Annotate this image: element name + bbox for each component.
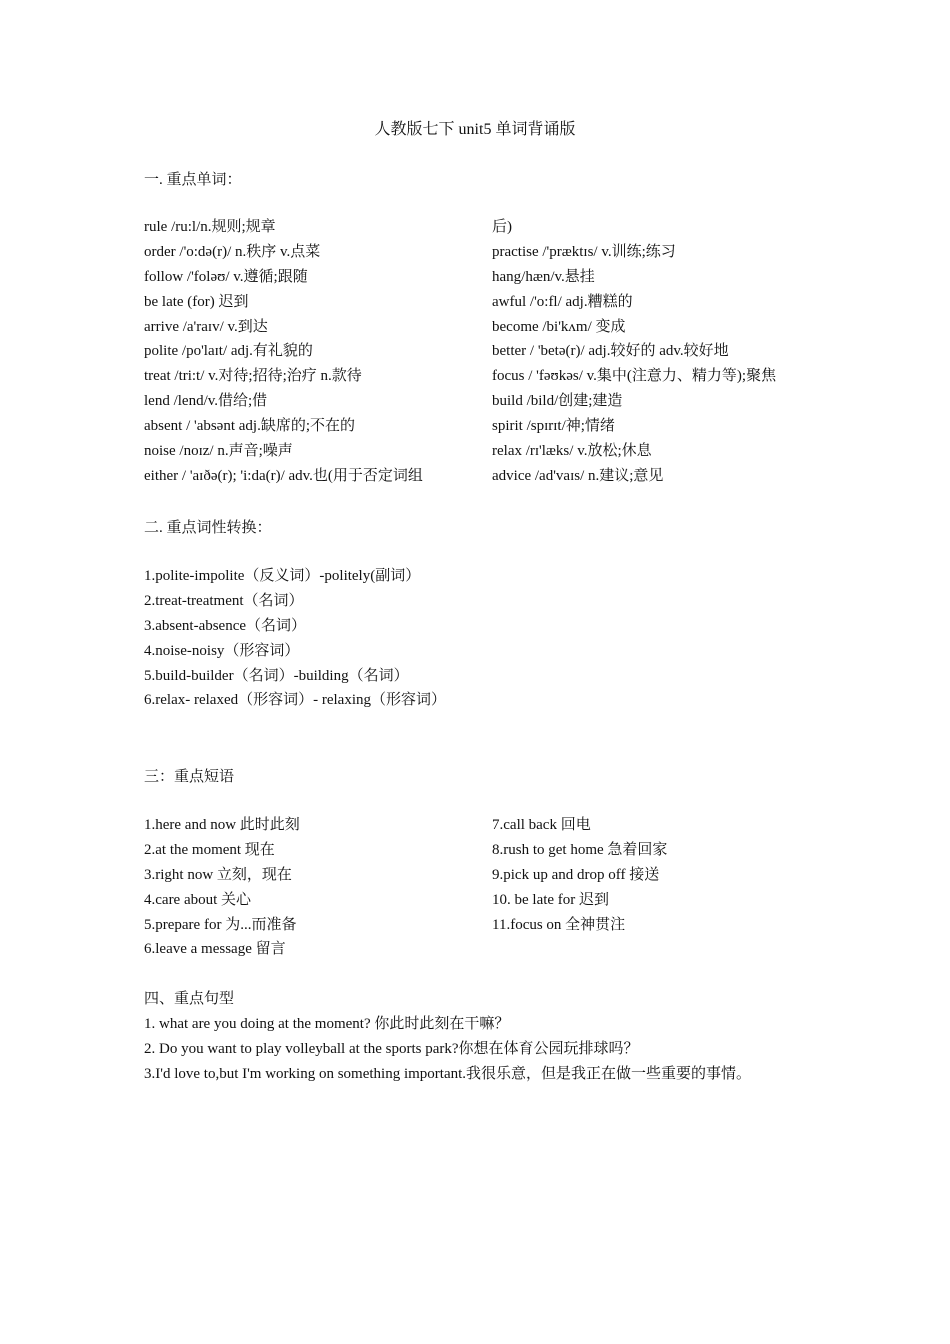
word-form-item: 6.relax- relaxed（形容词）- relaxing（形容词） xyxy=(144,692,447,709)
word-entry: lend /lend/v.借给;借 xyxy=(144,393,268,410)
section1-right-column xyxy=(492,215,776,489)
word-entry: absent / 'absənt adj.缺席的;不在的 xyxy=(144,418,356,435)
section4-heading: 四、重点句型 xyxy=(144,991,235,1007)
word-entry: become /bi'kʌm/ 变成 xyxy=(492,318,626,335)
word-entry: 后) xyxy=(492,219,512,235)
word-entry: be late (for) 迟到 xyxy=(144,293,249,310)
section3-left-column xyxy=(144,813,300,962)
phrase-item: 9.pick up and drop off 接送 xyxy=(492,866,660,883)
word-entry: follow /'foləʊ/ v.遵循;跟随 xyxy=(144,268,308,285)
document-title: 人教版七下 unit5 单词背诵版 xyxy=(374,121,576,138)
word-entry: rule /ru:l/n.规则;规章 xyxy=(144,219,276,235)
word-entry: treat /tri:t/ v.对待;招待;治疗 n.款待 xyxy=(144,368,362,385)
word-entry: build /bild/创建;建造 xyxy=(492,393,623,410)
phrase-item: 10. be late for 迟到 xyxy=(492,891,610,908)
phrase-item: 2.at the moment 现在 xyxy=(144,841,275,858)
word-entry: better / 'betə(r)/ adj.较好的 adv.较好地 xyxy=(492,343,729,360)
phrase-item: 7.call back 回电 xyxy=(492,817,591,833)
word-form-item: 1.polite-impolite（反义词）-politely(副词） xyxy=(144,568,421,584)
word-entry: focus / 'fəʊkəs/ v.集中(注意力、精力等);聚焦 xyxy=(492,368,777,385)
section2-heading: 二. 重点词性转换： xyxy=(144,520,272,536)
section3-right-column xyxy=(492,813,667,937)
word-entry: relax /rɪ'læks/ v.放松;休息 xyxy=(492,443,652,460)
word-entry: awful /'o:fl/ adj.糟糕的 xyxy=(492,293,633,310)
phrase-item: 6.leave a message 留言 xyxy=(144,941,286,958)
phrase-item: 4.care about 关心 xyxy=(144,891,252,908)
phrase-item: 1.here and now 此时此刻 xyxy=(144,817,300,833)
phrase-item: 11.focus on 全神贯注 xyxy=(492,916,626,933)
word-form-item: 2.treat-treatment（名词） xyxy=(144,592,304,609)
word-entry: advice /ad'vaɪs/ n.建议;意见 xyxy=(492,467,664,484)
sentence-item: 2. Do you want to play volleyball at the sports park?你想在体育公园玩排球吗？ xyxy=(144,1040,639,1057)
section2-list xyxy=(144,564,446,713)
word-entry: polite /po'laɪt/ adj.有礼貌的 xyxy=(144,343,313,360)
sentence-item: 1. what are you doing at the moment? 你此时此刻在干嘛？ xyxy=(144,1015,510,1032)
word-form-item: 3.absent-absence（名词） xyxy=(144,617,307,634)
phrase-item: 8.rush to get home 急着回家 xyxy=(492,841,668,858)
word-entry: spirit /spɪrɪt/神;情绪 xyxy=(492,418,615,435)
section4-block xyxy=(144,987,751,1087)
section1-heading: 一. 重点单词： xyxy=(144,172,242,188)
word-entry: arrive /a'raɪv/ v.到达 xyxy=(144,318,268,335)
sentence-item: 3.I'd love to,but I'm working on something important.我很乐意，但是我正在做一些重要的事情。 xyxy=(144,1065,752,1082)
word-form-item: 4.noise-noisy（形容词） xyxy=(144,642,300,659)
word-form-item: 5.build-builder（名词）-building（名词） xyxy=(144,667,409,684)
word-entry: practise /'præktɪs/ v.训练;练习 xyxy=(492,243,676,260)
section1-left-column xyxy=(144,215,423,489)
word-entry: either / 'aɪðə(r); 'i:da(r)/ adv.也(用于否定词组 xyxy=(144,467,423,484)
word-entry: noise /noɪz/ n.声音;噪声 xyxy=(144,443,293,460)
word-entry: order /'o:də(r)/ n.秩序 v.点菜 xyxy=(144,243,321,260)
phrase-item: 3.right now 立刻，现在 xyxy=(144,866,292,883)
section3-heading: 三：重点短语 xyxy=(144,769,235,785)
phrase-item: 5.prepare for 为...而准备 xyxy=(144,916,297,933)
word-entry: hang/hæn/v.悬挂 xyxy=(492,268,595,285)
